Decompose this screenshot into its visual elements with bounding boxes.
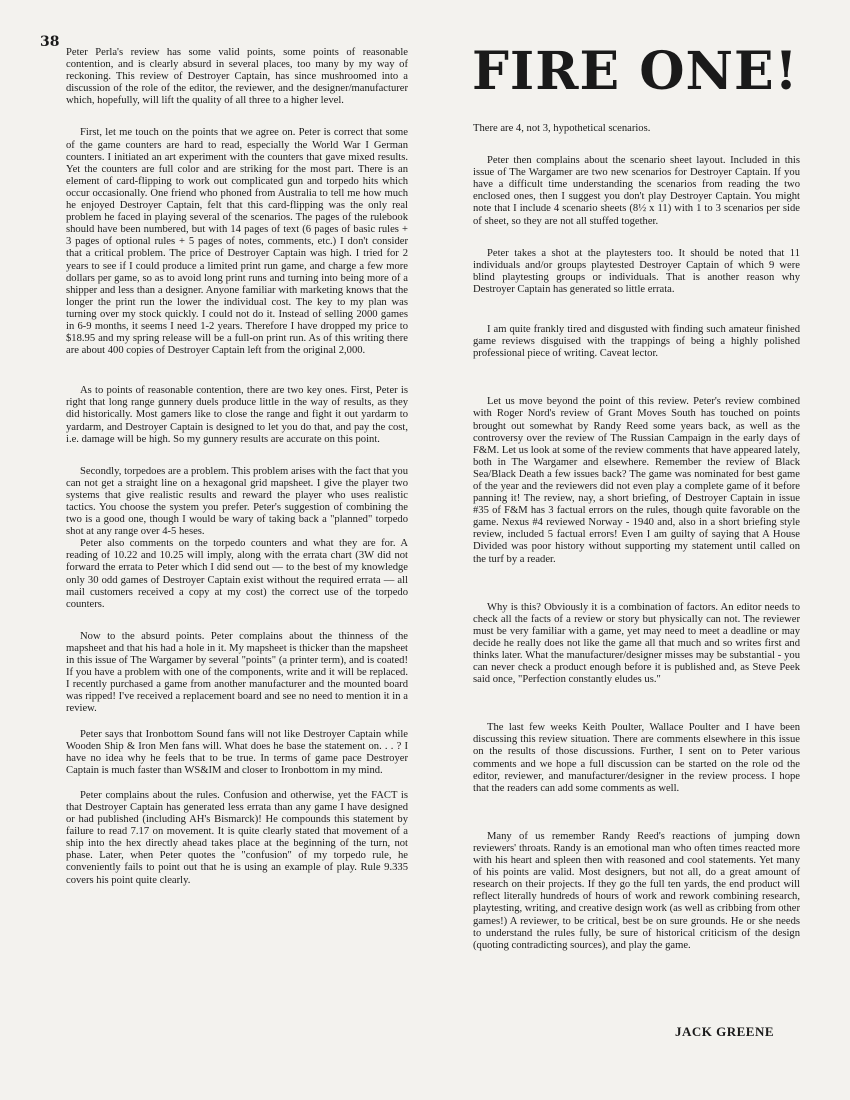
paragraph: Now to the absurd points. Peter complains about the thinness of the mapsheet and that his had a hole in it. My mapsheet is thicker than the mapsheet in this issue of The Wargamer by several "points" (a printer term), and is coated! If you have a problem with one of the components, write and it will be replaced. I recently purchased a game from another manufacturer and the mounted board was ripped! I've received a replacement board and see no need to mention it in a review. [66,630,408,715]
paragraph: Many of us remember Randy Reed's reactions of jumping down reviewers' throats. Randy is an emotional man who often times reacted more with his heart and spleen then with reasoned and cool statements. Yet many of his points are valid. Most designers, but not all, do a great amount of research on their projects. If they go the full ten yards, the end product will reflect literally hundreds of hours of work and rework combining research, playtesting, writing, and creative design work (as well as cribbing from other games!) A reviewer, to be critical, best be on sure grounds. He or she needs to understand the rules fully, be sure of historical criticism of the design (quoting contradicting sources), and play the game. [473,830,800,951]
paragraph: As to points of reasonable contention, there are two key ones. First, Peter is right that long range gunnery duels produce little in the way of results, as they did historically. Most gamers like to close the range and fight it out yardarm to yardarm, and Destroyer Captain is designed to let you do that, and pay the cost, i.e. damage will be high. So my gunnery results are accurate on this point. [66,385,408,445]
author-byline: JACK GREENE [675,1024,775,1039]
right-column [473,123,800,952]
paragraph: Secondly, torpedoes are a problem. This problem arises with the fact that you can not get a straight line on a hexagonal grid mapsheet. I give the player two systems that give realistic results and reward the player who uses realistic tactics. You choose the system you prefer. Peter's suggestion of combining the two is a good one, though I would be wary of taking back a "planned" torpedo shot at any range over 4-5 heses. [66,465,408,538]
paragraph: Why is this? Obviously it is a combination of factors. An editor needs to check all the facts of a review or story but physically can not. The reviewer must be very familiar with a game, yet may need to meet a deadline or may decide he really does not like the game all that much and so writes first and thinks later. What the manufacturer/designer misses may be substantial - you can never check a product enough before it is published and, as Steve Peek said once, "Perfection constantly eludes us." [473,601,800,686]
headline: FIRE ONE! [472,41,799,102]
page-number: 38 [40,34,60,50]
paragraph: There are 4, not 3, hypothetical scenarios. [473,123,651,134]
paragraph: Peter Perla's review has some valid points, some points of reasonable contention, and is clearly absurd in several places, too many by my way of reckoning. This review of Destroyer Captain, has since mushroomed into a discussion of the role of the editor, the reviewer, and the designer/manufacturer which, hopefully, will lift the quality of all three to a higher level. [66,47,408,107]
left-column [66,47,408,887]
paragraph: Peter complains about the rules. Confusion and otherwise, yet the FACT is that Destroyer Captain has generated less errata than any game I have designed or had published (including AH's Bismarck)! He compounds this statement by failure to read 7.17 on movement. It is quite clearly stated that movement of a ship into the hex directly ahead takes place at the beginning of the turn, not phase. Later, when Peter quotes the "confusion" of my torpedo rule, he conveniently fails to point out that he is using an example of play. Rule 9.335 covers his point quite clearly. [66,789,408,886]
paragraph: Peter also comments on the torpedo counters and what they are for. A reading of 10.22 and 10.25 will imply, along with the errata chart (3W did not forward the errata to Peter which I did send out — to the best of my knowledge only 30 odd games of Destroyer Captain exist without the required errata — all mail customers received a copy at my cost) the correct use of the torpedo counters. [66,538,408,610]
paragraph: I am quite frankly tired and disgusted with finding such amateur finished game reviews disguised with the trappings of being a highly polished professional piece of writing. Caveat lector. [473,324,800,360]
paragraph: Let us move beyond the point of this review. Peter's review combined with Roger Nord's review of Grant Moves South has touched on points brought out somewhat by Randy Reed some years back, as well as the controversy over the review of The Russian Campaign in the early days of F&M. Let us look at some of the review comments that have appeared lately, both in The Wargamer and elsewhere. Remember the review of Black Sea/Black Death a few issues back? The game was nominated for best game of the year and the reviewers did not even play a complete game of it before panning it! The review, nay, a short briefing, of Destroyer Captain in issue #35 of F&M has 3 factual errors on the rules, though quite favorable on the game. Nexus #4 reviewed Norway - 1940 and, also in a short briefing style review, included 5 factual errors! Even I am guilty of saying that A House Divided was poor history without supporting my statement until called on the turf by a reader. [473,396,800,565]
paragraph: Peter takes a shot at the playtesters too. It should be noted that 11 individuals and/or groups playtested Destroyer Captain of which 9 were blind playtesting groups or individuals. That is another reason why Destroyer Captain has generated so little errata. [473,247,800,295]
paragraph: Peter then complains about the scenario sheet layout. Included in this issue of The Wargamer are two new scenarios for Destroyer Captain. If you have a difficult time understanding the scenarios from reading the two enclosed ones, then I suggest you don't play Destroyer Captain. You might note that I include 4 scenario sheets (8½ x 11) with 1 to 3 scenarios per side of sheet, so they are not all stuffed together. [473,155,800,227]
paragraph: The last few weeks Keith Poulter, Wallace Poulter and I have been discussing this review situation. There are comments elsewhere in this issue on the results of those discussions. Further, I sent on to Peter various comments and we hope a full discussion can be started on the role od the editor, reviewer, and manufacturer/designer in the review process. I hope that the readers can add some comments as well. [473,722,800,794]
paragraph: First, let me touch on the points that we agree on. Peter is correct that some of the game counters are hard to read, especially the World War I German counters. I initiated an art experiment with the counters that gave mixed results. Yet the counters are full color and are striking for the most part. There is an element of card-flipping to work out complicated gun and torpedo hits which occur occasionally. One friend who phoned from Australia to tell me how much he enjoyed Destroyer Captain, felt that this card-flipping was the only real problem he faced in playing several of the scenarios. The pages of the rulebook should have been numbered, but with 14 pages of text (6 pages of basic rules + 3 pages of optional rules + 5 pages of notes, comments, etc.) I don't consider that a critical problem. The price of Destroyer Captain was high. I tried for 2 years to see if I could produce a limited print run game, and charge a few more dollars per game, so as to avoid long print runs and turning into being more of a shipper and less than a designer. Anyone familiar with marketing knows that the longer the print run the lower the individual cost. The key to my plan was turning over my stock quickly. I could not do it. Instead of selling 2000 games in 6-9 months, it seems I need 1-2 years. Therefore I have dropped my price to $18.95 and my spring release will be a full-on print run. As of this writing there are about 400 copies of Destroyer Captain left from the original 2,000. [66,127,408,357]
paragraph: Peter says that Ironbottom Sound fans will not like Destroyer Captain while Wooden Ship & Iron Men fans will. What does he base the statement on. . . ? I have no idea why he feels that to be true. In terms of game pace Destroyer Captain is much faster than WS&IM and closer to Ironbottom in my mind. [66,728,408,776]
